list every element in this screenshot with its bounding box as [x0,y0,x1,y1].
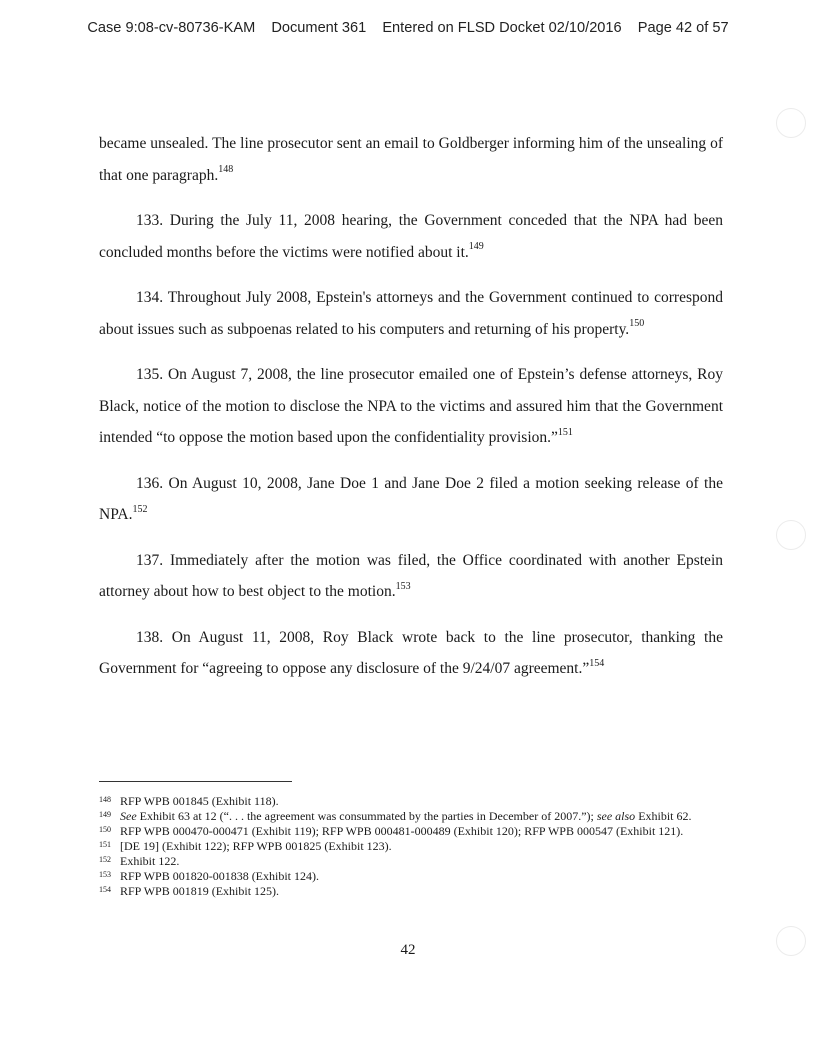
footnote-151: 151 [DE 19] (Exhibit 122); RFP WPB 001825 (Exhibit 123). [99,839,392,853]
punch-hole-mark [776,926,806,956]
punch-hole-mark [776,108,806,138]
punch-hole-mark [776,520,806,550]
paragraph-138: 138. On August 11, 2008, Roy Black wrote back to the line prosecutor, thanking the Government for “agreeing to oppose any disclosure of the 9/24/07 agreement.”$^{154}$ [99,628,723,677]
paragraph-continuation: became unsealed. The line prosecutor sent an email to Goldberger informing him of the unsealing of that one paragraph.$^{148}$ [99,135,723,184]
footnotes [99,794,723,899]
docket-entry: Entered on FLSD Docket 02/10/2016 [382,20,622,36]
footnote-ref: 148 [218,164,234,176]
footnote-ref: 153 [395,580,411,592]
footnote-150: 150 RFP WPB 000470-000471 (Exhibit 119); RFP WPB 000481-000489 (Exhibit 120); RFP WPB 000547 (Exhibit 121). [99,824,684,838]
footnote-149: 149 See Exhibit 63 at 12 (“. . . the agreement was consummated by the parties in December of 2007.”); see also Exhibit 62. [99,809,692,823]
footnote-152: 152 Exhibit 122. [99,854,180,868]
page-number: 42 [400,942,416,958]
case-number: Case 9:08-cv-80736-KAM [87,20,256,36]
page-of-total: Page 42 of 57 [637,20,729,36]
footnote-divider [99,781,292,782]
docket-header [0,20,816,36]
paragraph-133: 133. During the July 11, 2008 hearing, the Government conceded that the NPA had been concluded months before the victims were notified about it.$^{149}$ [99,212,723,261]
footnote-ref: 149 [468,241,484,253]
paragraph-135: 135. On August 7, 2008, the line prosecutor emailed one of Epstein’s defense attorneys, Roy Black, notice of the motion to disclose the NPA to the victims and assured him that the Government intended “to oppose the motion based upon the confidentiality provision.”$^{151}$ [99,366,723,446]
document-number: Document 361 [271,20,367,36]
paragraph-137: 137. Immediately after the motion was filed, the Office coordinated with another Epstein attorney about how to best object to the motion.$^{153}$ [99,551,723,600]
footnote-154: 154 RFP WPB 001819 (Exhibit 125). [99,884,280,898]
footnote-ref: 154 [589,657,605,669]
footnote-ref: 151 [557,426,573,438]
footnote-ref: 150 [629,318,645,330]
paragraph-136: 136. On August 10, 2008, Jane Doe 1 and Jane Doe 2 filed a motion seeking release of the NPA.$^{152}$ [99,474,723,523]
paragraph-134: 134. Throughout July 2008, Epstein's attorneys and the Government continued to correspond about issues such as subpoenas related to his computers and returning of his property.$^{150}$ [99,289,723,338]
footnote-ref: 152 [132,503,148,515]
footnote-153: 153 RFP WPB 001820-001838 (Exhibit 124). [99,869,320,883]
footnote-148: 148 RFP WPB 001845 (Exhibit 118). [99,794,279,808]
document-body [99,128,723,699]
